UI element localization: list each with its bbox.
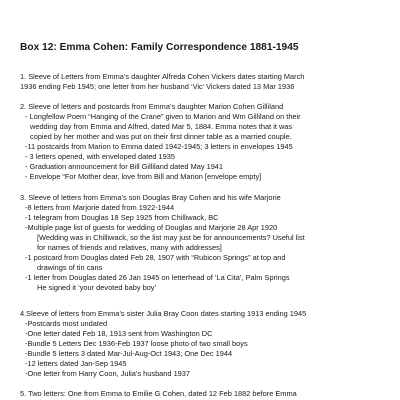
text-line: -8 letters from Marjorie dated from 1922-1944 bbox=[25, 203, 175, 212]
text-line: -One letter dated Feb 18, 1913 sent from Washington DC bbox=[25, 329, 213, 338]
text-line: 4.Sleeve of letters from Emma’s sister Julia Bray Coon dates starting 1913 ending 1945 bbox=[20, 309, 307, 318]
text-line: -Multiple page list of guests for wedding of Douglas and Marjorie 28 Apr 1920 bbox=[25, 223, 278, 232]
text-line: -1 letter from Douglas dated 26 Jan 1945 on letterhead of ‘La Cita’, Palm Springs bbox=[25, 273, 290, 282]
text-line: copied by her mother and was put on their first dinner table as a married couple. bbox=[30, 132, 292, 141]
text-line: 3. Sleeve of letters from Emma’s son Douglas Bray Cohen and his wife Marjorie bbox=[20, 193, 281, 202]
text-line: -Postcards most undated bbox=[25, 319, 108, 328]
text-line: -One letter from Harry Coon, Julia’s husband 1937 bbox=[25, 369, 191, 378]
text-line: for names of friends and relatives, many with addresses] bbox=[37, 243, 222, 252]
text-line: - Envelope “For Mother dear, love from Bill and Marion [envelope empty] bbox=[25, 172, 262, 181]
text-line: - Graduation announcement for Bill Gilliland dated May 1941 bbox=[25, 162, 224, 171]
text-line: - 3 letters opened, with enveloped dated 1935 bbox=[25, 152, 175, 161]
text-line: 2. Sleeve of letters and postcards from Emma’s daughter Marion Cohen Gilliland bbox=[20, 102, 284, 111]
text-line: [Wedding was in Chilliwack, so the list may just be for announcements? Useful list bbox=[37, 233, 305, 242]
text-line: -Bundle 5 letters 3 dated Mar-Jul-Aug-Oct 1943; One Dec 1944 bbox=[25, 349, 233, 358]
text-line: -11 postcards from Marion to Emma dated 1942-1945; 3 letters in envelopes 1945 bbox=[25, 142, 293, 151]
text-line: drawings of tin cans bbox=[37, 263, 103, 272]
text-line: -12 letters dated Jan-Sep 1945 bbox=[25, 359, 127, 368]
text-line: - Longfellow Poem “Hanging of the Crane” given to Marion and Wm Gilliland on their bbox=[25, 112, 301, 121]
text-line: He signed it ‘your devoted baby boy’ bbox=[37, 283, 157, 292]
text-line: 5. Two letters: One from Emma to Emilie G Cohen, dated 12 Feb 1882 before Emma bbox=[20, 389, 297, 398]
text-line: -Bundle 5 Letters Dec 1936-Feb 1937 loose photo of two small boys bbox=[25, 339, 248, 348]
text-line: -1 telegram from Douglas 18 Sep 1925 from Chilliwack, BC bbox=[25, 213, 219, 222]
text-line: wedding day from Emma and Alfred, dated Mar 5, 1884. Emma notes that it was bbox=[30, 122, 293, 131]
text-line: -1 postcard from Douglas dated Feb 28, 1907 with “Rubicon Springs” at top and bbox=[25, 253, 286, 262]
document-title: Box 12: Emma Cohen: Family Correspondence 1881-1945 bbox=[20, 42, 299, 53]
text-line: 1936 ending Feb 1945; one letter from her husband ‘Vic’ Vickers dated 13 Mar 1936 bbox=[20, 82, 295, 91]
text-line: 1. Sleeve of Letters from Emma’s daughter Alfreda Cohen Vickers dates starting March bbox=[20, 72, 305, 81]
